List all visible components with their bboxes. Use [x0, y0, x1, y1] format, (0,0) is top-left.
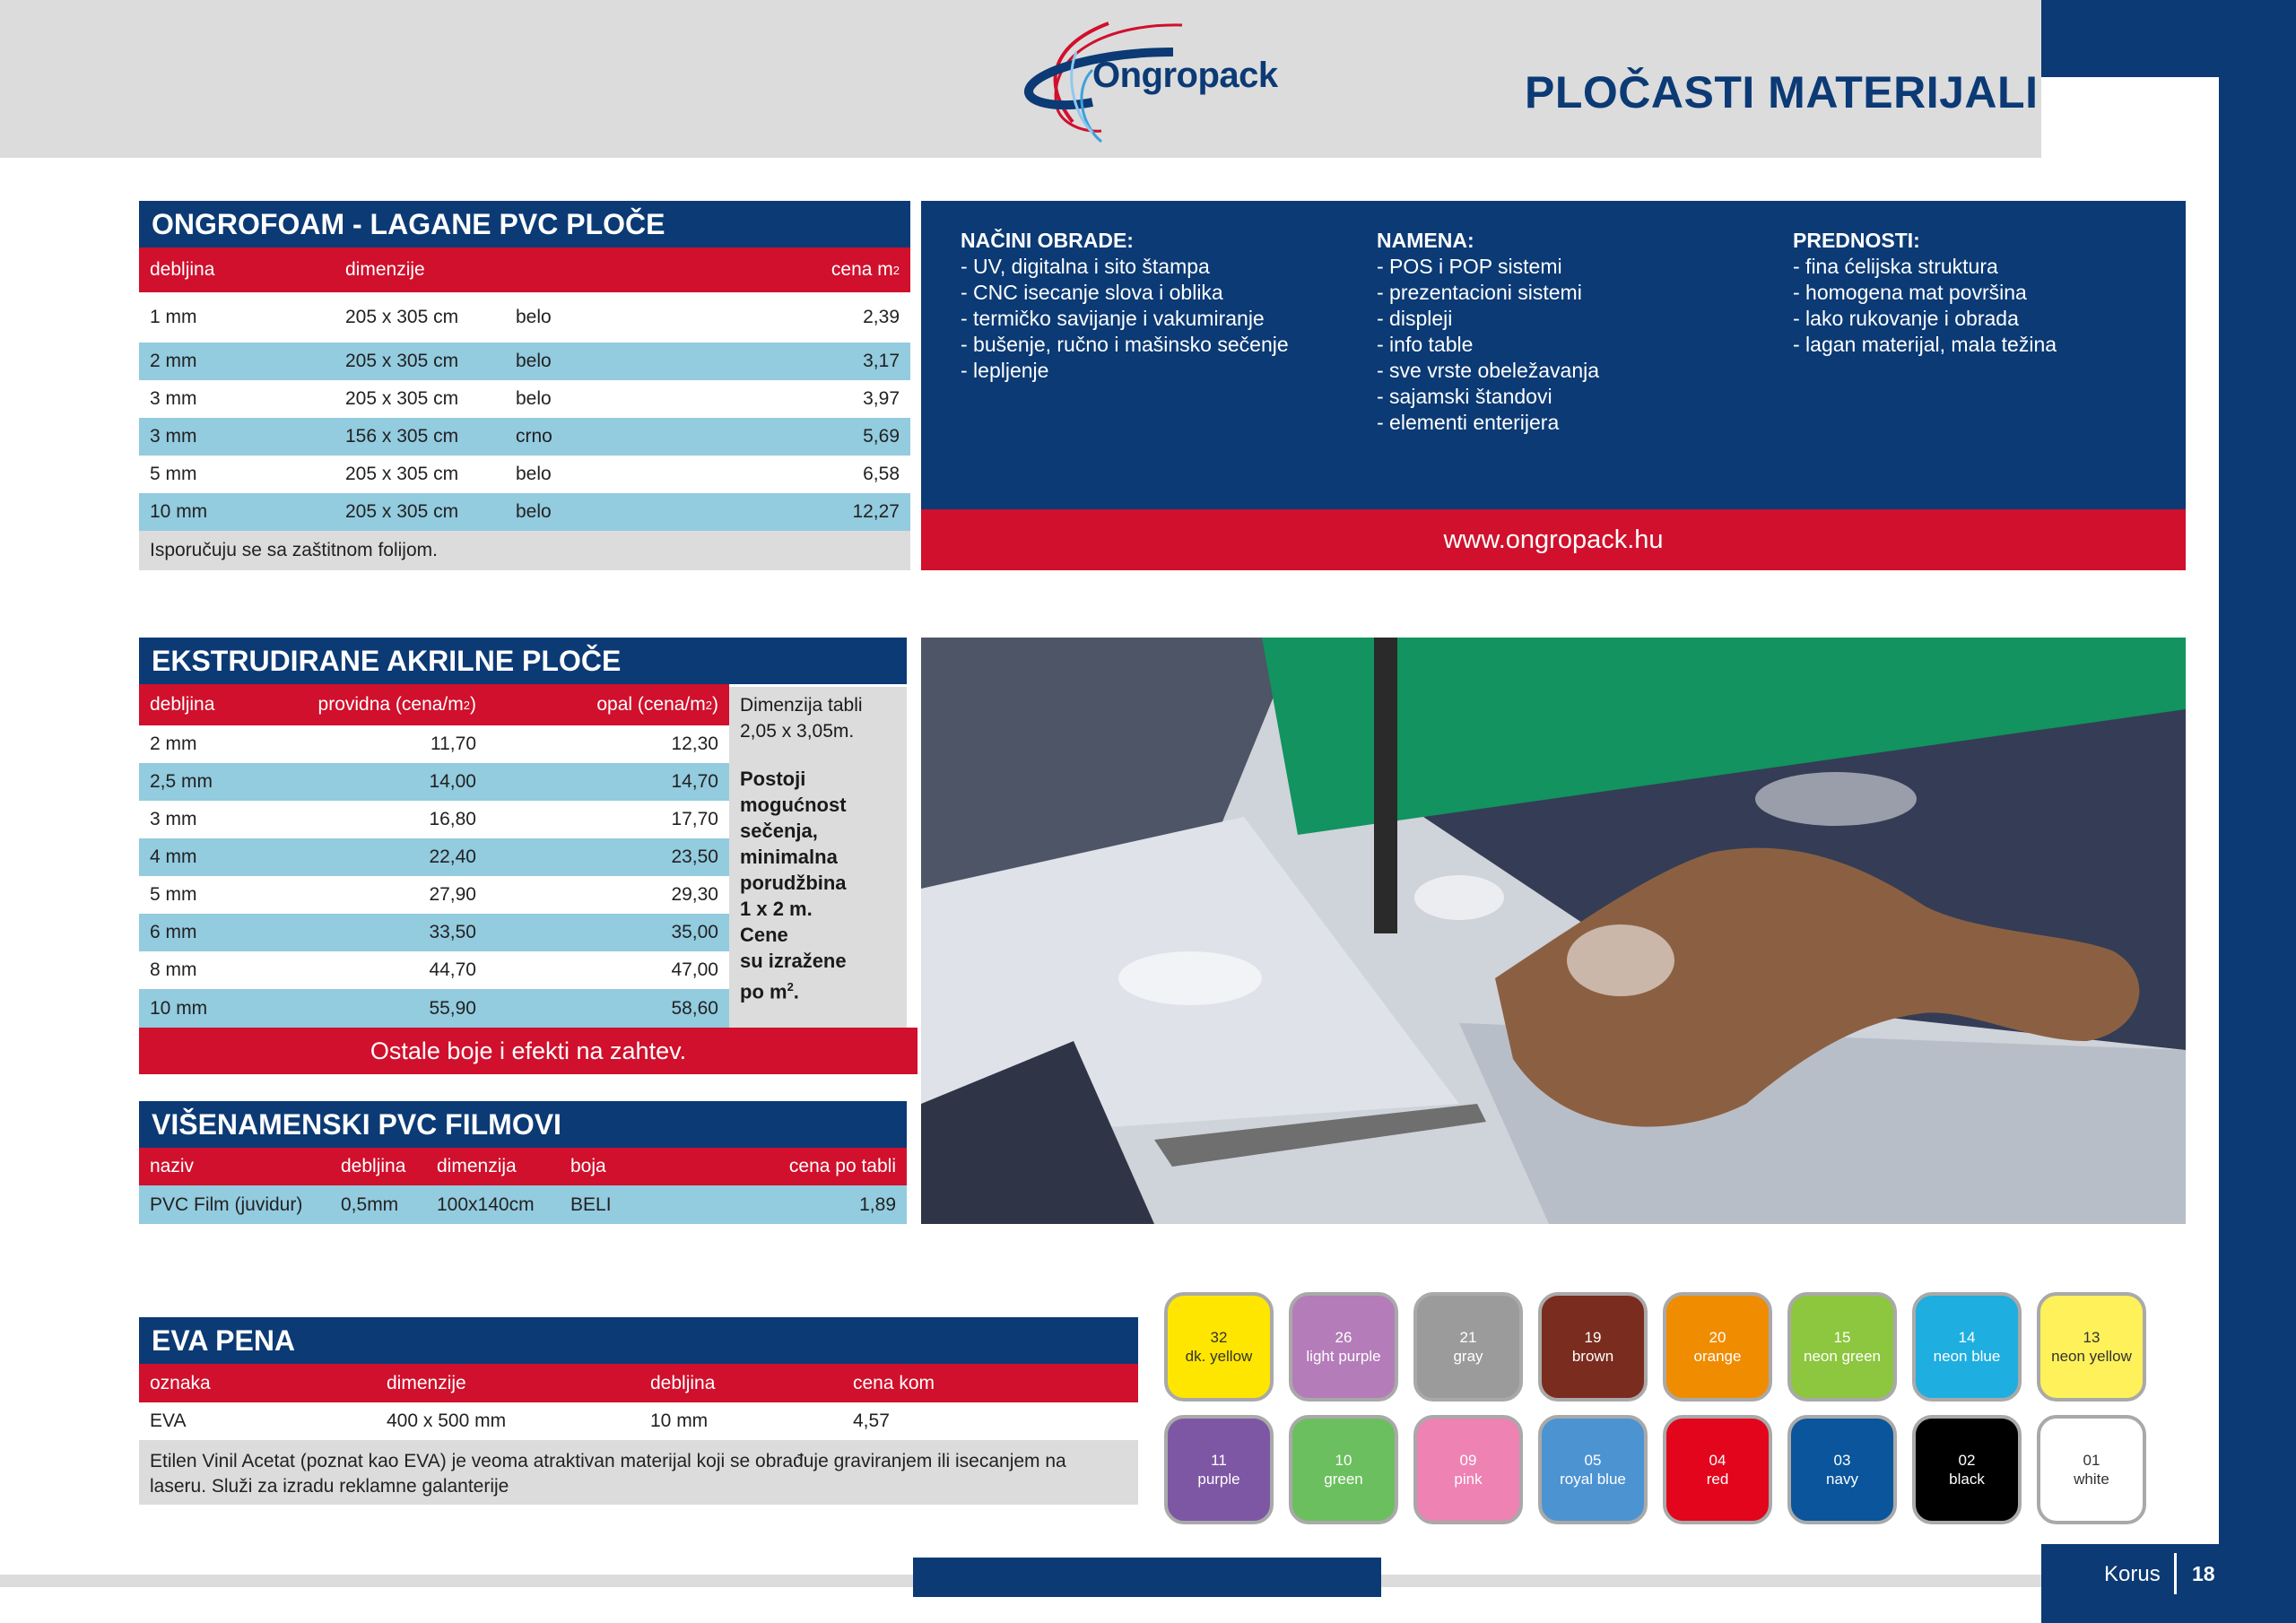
side-line: minimalna [740, 846, 838, 868]
col-cena [831, 247, 900, 292]
swatch-code: 32 [1210, 1329, 1228, 1346]
prednosti-item: - fina ćelijska struktura [1793, 255, 1998, 278]
swatch-label [1454, 1451, 1482, 1488]
side-line: 1 x 2 m. [740, 898, 813, 920]
color-swatch [1289, 1292, 1398, 1402]
cell-thickness: 0,5mm [341, 1193, 399, 1215]
prednosti-item: - homogena mat površina [1793, 281, 2027, 304]
color-swatch [1413, 1292, 1523, 1402]
table-row [139, 456, 910, 493]
cell-opal-price: 23,50 [671, 846, 718, 867]
col-debljina: debljina [341, 1156, 406, 1176]
col-opal-label: opal (cena/m [596, 694, 706, 715]
col-providna-label: providna (cena/m [317, 694, 464, 715]
color-swatch [1787, 1292, 1897, 1402]
side-line: sečenja, [740, 820, 818, 842]
pvcfilm-title: VIŠENAMENSKI PVC FILMOVI [139, 1101, 907, 1148]
swatch-name: light purple [1306, 1348, 1381, 1365]
swatch-name: navy [1826, 1471, 1858, 1488]
ongrofoam-title: ONGROFOAM - LAGANE PVC PLOČE [139, 201, 910, 247]
col-dimenzija: dimenzija [437, 1156, 517, 1176]
cell-dimension: 205 x 305 cm [345, 307, 459, 327]
cell-dimension: 205 x 305 cm [345, 388, 459, 409]
note-text: Isporučuju se sa zaštitnom folijom. [150, 540, 438, 560]
sup: 2 [463, 698, 470, 712]
swatch-name: neon yellow [2051, 1348, 2132, 1365]
prednosti-item: - lagan materijal, mala težina [1793, 333, 2057, 356]
cell-thickness: 4 mm [150, 846, 197, 867]
cell-dimension: 100x140cm [437, 1193, 535, 1215]
swatch-label [2051, 1328, 2132, 1366]
table-row [139, 838, 729, 876]
swatch-name: dk. yellow [1185, 1348, 1253, 1365]
col-dimenzije: dimenzije [345, 259, 425, 280]
swatch-label [1197, 1451, 1239, 1488]
cell-price: 6,58 [863, 464, 900, 484]
cell-thickness: 3 mm [150, 388, 197, 409]
cell-color: crno [516, 426, 552, 447]
cell-opal-price: 58,60 [671, 997, 718, 1019]
col-cena-label: cena m [831, 259, 893, 280]
col-cena: cena po tabli [788, 1156, 896, 1176]
cell-thickness: 10 mm [150, 501, 208, 522]
ongrofoam-header-row [139, 247, 910, 292]
swatch-name: neon green [1803, 1348, 1882, 1365]
swatch-name: royal blue [1560, 1471, 1626, 1488]
cell-clear-price: 33,50 [429, 922, 476, 942]
cell-code: EVA [150, 1410, 187, 1431]
table-row [139, 343, 910, 380]
swatch-code: 03 [1833, 1452, 1851, 1469]
swatch-name: pink [1454, 1471, 1483, 1488]
swatch-code: 13 [2083, 1329, 2100, 1346]
bottom-line [1381, 1575, 2041, 1587]
akril-footer [139, 1028, 918, 1074]
color-swatch [2037, 1292, 2146, 1402]
table-row [139, 951, 729, 989]
col-boja: boja [570, 1156, 606, 1176]
cell-price: 12,27 [852, 501, 900, 522]
side-line: su izražene [740, 950, 847, 972]
color-swatch [2037, 1415, 2146, 1524]
side-last: po m [740, 980, 787, 1003]
swatch-code: 04 [1709, 1452, 1726, 1469]
col-cena: cena kom [853, 1372, 935, 1393]
col-dimenzije: dimenzije [387, 1372, 466, 1393]
cell-price: 5,69 [863, 426, 900, 447]
cell-name: PVC Film (juvidur) [150, 1193, 303, 1215]
eva-note-text: Etilen Vinil Acetat (poznat kao EVA) je veoma atraktivan materijal koji se obrađuje graviranjem ili isecanjem na laseru. Služi za izradu reklamne galanterije [150, 1451, 1066, 1497]
prednosti-item: - lako rukovanje i obrada [1793, 307, 2019, 330]
akril-header-row [139, 684, 729, 725]
swatch-label [1934, 1328, 2001, 1366]
namena-item: - info table [1377, 333, 1474, 356]
paren: ) [470, 694, 476, 715]
namena-item: - elementi enterijera [1377, 411, 1560, 434]
swatch-code: 05 [1584, 1452, 1602, 1469]
table-row [139, 1402, 1138, 1440]
eva-title: EVA PENA [139, 1317, 1138, 1364]
table-row [139, 1185, 907, 1224]
cell-dimension: 205 x 305 cm [345, 501, 459, 522]
logo-text: Ongropack [1092, 56, 1278, 95]
swatch-label [1694, 1328, 1742, 1366]
color-swatch [1413, 1415, 1523, 1524]
swatch-code: 20 [1709, 1329, 1726, 1346]
swatch-name: white [2074, 1471, 2109, 1488]
side-dimension: Dimenzija tabli 2,05 x 3,05m. [740, 695, 863, 742]
obrada-column [961, 228, 1289, 384]
cell-opal-price: 29,30 [671, 884, 718, 905]
color-swatch [1787, 1415, 1897, 1524]
obrada-item: - termičko savijanje i vakumiranje [961, 307, 1265, 330]
cell-color: belo [516, 501, 552, 522]
swatch-code: 15 [1833, 1329, 1851, 1346]
color-swatch [1164, 1415, 1274, 1524]
cell-color: belo [516, 388, 552, 409]
cell-thickness: 8 mm [150, 959, 197, 980]
table-row [139, 725, 729, 763]
cell-opal-price: 14,70 [671, 771, 718, 792]
obrada-item: - lepljenje [961, 359, 1049, 382]
footer-label: Korus [2104, 1562, 2161, 1586]
cell-price: 2,39 [863, 307, 900, 327]
cell-thickness: 5 mm [150, 884, 197, 905]
namena-column [1377, 228, 1599, 436]
swatch-label [1949, 1451, 1985, 1488]
side-line [740, 974, 896, 1004]
cell-color: belo [516, 351, 552, 371]
cell-color: belo [516, 464, 552, 484]
cell-thickness: 2 mm [150, 733, 197, 754]
website-link[interactable]: www.ongropack.hu [921, 509, 2186, 570]
col-opal [596, 684, 718, 725]
cell-thickness: 6 mm [150, 922, 197, 942]
prednosti-column [1793, 228, 2057, 358]
cell-price: 4,57 [853, 1410, 890, 1431]
footer-separator [2174, 1553, 2177, 1594]
swatch-name: green [1324, 1471, 1363, 1488]
dot: . [793, 980, 799, 1003]
page-number: 18 [2192, 1562, 2215, 1585]
color-swatch [1164, 1292, 1274, 1402]
cell-clear-price: 55,90 [429, 997, 476, 1019]
col-providna [318, 684, 476, 725]
swatch-name: black [1949, 1471, 1985, 1488]
color-swatch [1538, 1292, 1648, 1402]
cell-thickness: 1 mm [150, 307, 197, 327]
color-swatch [1538, 1415, 1648, 1524]
swatch-label [1324, 1451, 1362, 1488]
sup: 2 [787, 980, 794, 994]
cell-color: BELI [570, 1193, 612, 1215]
namena-item: - prezentacioni sistemi [1377, 281, 1582, 304]
table-row [139, 763, 729, 801]
cell-dimension: 205 x 305 cm [345, 351, 459, 371]
namena-item: - sve vrste obeležavanja [1377, 359, 1600, 382]
cell-opal-price: 35,00 [671, 922, 718, 942]
swatch-code: 02 [1958, 1452, 1976, 1469]
swatch-name: neon blue [1933, 1348, 2001, 1365]
cell-clear-price: 22,40 [429, 846, 476, 867]
cell-thickness: 10 mm [650, 1410, 709, 1431]
table-row [139, 380, 910, 418]
cell-price: 3,17 [863, 351, 900, 371]
table-row [139, 801, 729, 838]
swatch-name: orange [1693, 1348, 1742, 1365]
eva-header-row [139, 1364, 1138, 1402]
cell-clear-price: 27,90 [429, 884, 476, 905]
ongrofoam-note [139, 531, 910, 570]
swatch-label [1804, 1328, 1881, 1366]
cell-thickness: 10 mm [150, 997, 208, 1019]
cell-clear-price: 44,70 [429, 959, 476, 980]
swatch-name: purple [1197, 1471, 1240, 1488]
bottom-line [0, 1575, 913, 1587]
color-swatch [1663, 1415, 1772, 1524]
cell-thickness: 2,5 mm [150, 771, 213, 792]
side-line: porudžbina [740, 872, 847, 894]
obrada-item: - UV, digitalna i sito štampa [961, 255, 1210, 278]
swatch-name: red [1706, 1471, 1729, 1488]
obrada-title: NAČINI OBRADE: [961, 229, 1134, 252]
color-swatch [1912, 1415, 2022, 1524]
color-swatch [1663, 1292, 1772, 1402]
cell-thickness: 2 mm [150, 351, 197, 371]
akril-footer-text: Ostale boje i efekti na zahtev. [370, 1037, 687, 1064]
info-box [921, 201, 2186, 509]
swatch-code: 19 [1584, 1329, 1602, 1346]
col-debljina: debljina [150, 259, 215, 280]
eva-note [139, 1440, 1138, 1505]
cell-dimension: 400 x 500 mm [387, 1410, 507, 1431]
pvcfilm-header-row [139, 1148, 907, 1185]
table-row [139, 418, 910, 456]
namena-item: - displeji [1377, 307, 1453, 330]
cell-dimension: 205 x 305 cm [345, 464, 459, 484]
cell-opal-price: 12,30 [671, 733, 718, 754]
product-photo [921, 638, 2186, 1224]
col-cena-sup: 2 [892, 263, 900, 277]
swatch-label [1306, 1328, 1380, 1366]
swatch-label [1453, 1328, 1483, 1366]
cell-opal-price: 47,00 [671, 959, 718, 980]
namena-item: - sajamski štandovi [1377, 385, 1552, 408]
col-debljina: debljina [150, 694, 215, 715]
akril-title: EKSTRUDIRANE AKRILNE PLOČE [139, 638, 907, 684]
swatch-name: gray [1453, 1348, 1483, 1365]
right-side-bar [2219, 0, 2296, 1623]
swatch-label [1560, 1451, 1626, 1488]
swatch-label [1826, 1451, 1858, 1488]
namena-title: NAMENA: [1377, 229, 1474, 252]
akril-side-note [729, 687, 907, 1028]
footer-box [2041, 1544, 2296, 1623]
cell-price: 1,89 [859, 1193, 896, 1215]
color-swatch [1912, 1292, 2022, 1402]
cell-thickness: 5 mm [150, 464, 197, 484]
sup: 2 [705, 698, 712, 712]
namena-item: - POS i POP sistemi [1377, 255, 1562, 278]
table-row [139, 914, 729, 951]
swatch-label [1572, 1328, 1613, 1366]
table-row [139, 493, 910, 531]
swatch-label [1186, 1328, 1253, 1366]
bottom-center-bar [913, 1558, 1381, 1597]
cell-price: 3,97 [863, 388, 900, 409]
page-title: PLOČASTI MATERIJALI [1525, 67, 2039, 117]
color-swatch [1289, 1415, 1398, 1524]
swatch-code: 26 [1335, 1329, 1352, 1346]
col-naziv: naziv [150, 1156, 195, 1176]
side-line: Postoji [740, 768, 806, 790]
swatch-label [1707, 1451, 1729, 1488]
cell-clear-price: 16,80 [429, 809, 476, 829]
obrada-item: - CNC isecanje slova i oblika [961, 281, 1223, 304]
cell-thickness: 3 mm [150, 426, 197, 447]
swatch-code: 09 [1459, 1452, 1477, 1469]
paren: ) [712, 694, 718, 715]
swatch-label [2074, 1451, 2109, 1488]
cell-clear-price: 11,70 [430, 733, 476, 754]
side-line: Cene [740, 924, 788, 946]
cell-color: belo [516, 307, 552, 327]
table-row [139, 989, 729, 1028]
swatch-code: 14 [1958, 1329, 1976, 1346]
cell-clear-price: 14,00 [429, 771, 476, 792]
swatch-code: 21 [1459, 1329, 1477, 1346]
swatch-code: 10 [1335, 1452, 1352, 1469]
swatch-name: brown [1571, 1348, 1614, 1365]
table-row [139, 876, 729, 914]
col-debljina: debljina [650, 1372, 716, 1393]
obrada-item: - bušenje, ručno i mašinsko sečenje [961, 333, 1289, 356]
side-bold-text [740, 766, 896, 1004]
prednosti-title: PREDNOSTI: [1793, 229, 1920, 252]
col-oznaka: oznaka [150, 1372, 211, 1393]
swatch-code: 01 [2083, 1452, 2100, 1469]
swatch-code: 11 [1211, 1452, 1227, 1469]
cell-opal-price: 17,70 [671, 809, 718, 829]
cell-dimension: 156 x 305 cm [345, 426, 459, 447]
table-row [139, 292, 910, 343]
side-line: mogućnost [740, 794, 847, 816]
cell-thickness: 3 mm [150, 809, 197, 829]
